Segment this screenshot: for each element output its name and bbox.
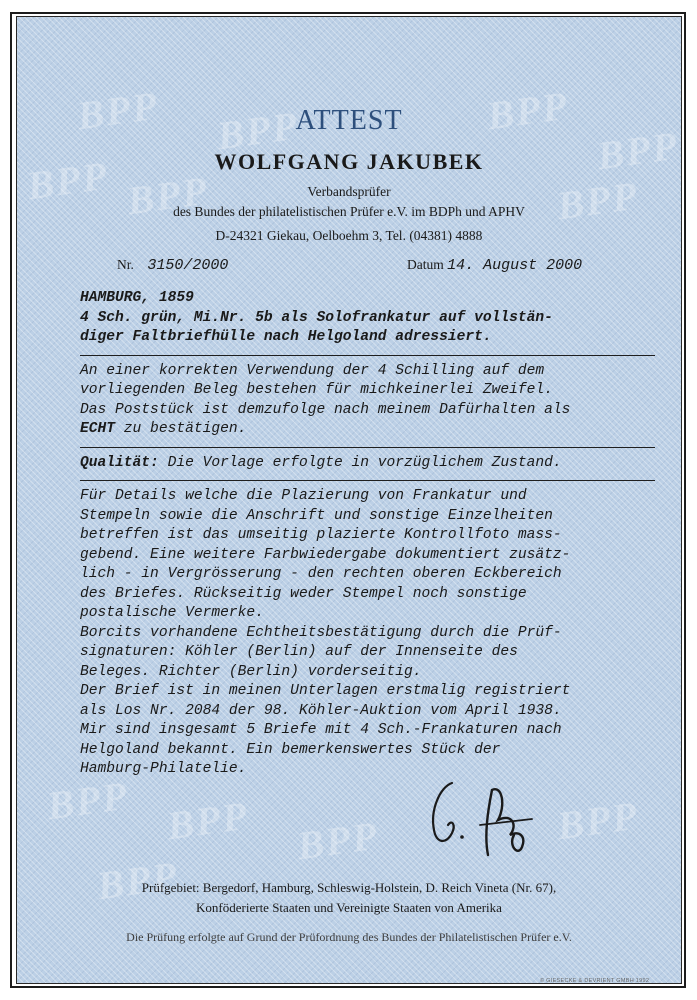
expert-name: WOLFGANG JAKUBEK — [214, 149, 484, 174]
handwritten-signature — [422, 775, 562, 865]
certificate-title: ATTEST — [295, 105, 403, 136]
expert-role: Verbandsprüfer — [307, 184, 391, 199]
watermark-text: BPP — [294, 812, 382, 869]
opinion-line: vorliegenden Beleg bestehen für michkeinerlei Zweifel. — [80, 382, 553, 398]
details-line: Hamburg-Philatelie. — [80, 761, 247, 777]
watermark-text: BPP — [484, 82, 572, 139]
quality-line — [80, 454, 660, 474]
subject-line: 4 Sch. grün, Mi.Nr. 5b als Solofrankatur auf vollstän- — [80, 309, 553, 326]
datum-value: 14. August 2000 — [447, 257, 583, 274]
footer-scope-line: Prüfgebiet: Bergedorf, Hamburg, Schleswig-Holstein, D. Reich Vineta (Nr. 67), — [141, 880, 557, 895]
opinion-tail: zu bestätigen. — [115, 421, 247, 437]
watermark-text: BPP — [124, 167, 212, 224]
nr-value: 3150/2000 — [147, 257, 229, 274]
opinion-line: Das Poststück ist demzufolge nach meinem Dafürhalten als — [80, 401, 571, 418]
watermark-text: BPP — [554, 792, 642, 849]
date-field — [407, 257, 582, 274]
watermark-text: BPP — [214, 102, 302, 159]
divider — [80, 355, 655, 356]
opinion-line: An einer korrekten Verwendung der 4 Schilling auf dem — [80, 362, 545, 379]
echt-mark: ECHT — [80, 421, 116, 437]
details-line: Beleges. Richter (Berlin) vorderseitig. — [80, 663, 422, 680]
opinion-line — [80, 420, 660, 440]
details-line: Für Details welche die Plazierung von Frankatur und — [80, 488, 527, 504]
expert-association: des Bundes der philatelistischen Prüfer e.V. im BDPh und APHV — [173, 204, 525, 219]
printer-imprint: © GIESECKE & DEVRIENT GMBH 1992 — [540, 978, 650, 984]
footer-regulation-line: Die Prüfung erfolgte auf Grund der Prüfordnung des Bundes der Philatelistischen Prüfer e.V. — [126, 930, 572, 944]
watermark-text: BPP — [164, 792, 252, 849]
watermark-text: BPP — [24, 152, 112, 209]
subject-line: diger Faltbriefhülle nach Helgoland adressiert. — [80, 329, 492, 345]
details-line: Der Brief ist in meinen Unterlagen erstmalig registriert — [80, 683, 571, 699]
details-line: als Los Nr. 2084 der 98. Köhler-Auktion vom April 1938. — [80, 702, 562, 719]
certificate-number-row — [117, 257, 617, 274]
nr-label: Nr. — [117, 257, 134, 272]
quality-text: Die Vorlage erfolgte in vorzüglichem Zustand. — [158, 454, 562, 471]
footer-scope-line: Konföderierte Staaten und Vereinigte Staaten von Amerika — [196, 900, 502, 915]
details-line: Stempeln sowie die Anschrift und sonstige Einzelheiten — [80, 507, 553, 524]
certificate-body — [80, 289, 660, 780]
datum-label: Datum — [407, 257, 444, 272]
watermark-text: BPP — [74, 82, 162, 139]
details-line: betreffen ist das umseitig plazierte Kontrollfoto mass- — [80, 527, 562, 543]
watermark-text: BPP — [44, 772, 132, 829]
details-line: Borcits vorhandene Echtheitsbestätigung durch die Prüf- — [80, 624, 562, 641]
details-line: postalische Vermerke. — [80, 605, 264, 621]
watermark-text: BPP — [594, 122, 682, 179]
details-line: Mir sind insgesamt 5 Briefe mit 4 Sch.-Frankaturen nach — [80, 722, 562, 738]
divider — [80, 480, 655, 481]
quality-label: Qualität: — [80, 454, 159, 471]
subject-line: HAMBURG, 1859 — [80, 290, 194, 306]
expert-address: D-24321 Giekau, Oelboehm 3, Tel. (04381) 4888 — [215, 228, 483, 243]
details-line: signaturen: Köhler (Berlin) auf der Innenseite des — [80, 644, 518, 660]
details-line: Helgoland bekannt. Ein bemerkenswertes Stück der — [80, 741, 501, 758]
watermark-text: BPP — [554, 172, 642, 229]
divider — [80, 447, 655, 448]
certificate-sheet — [16, 16, 682, 984]
details-line: gebend. Eine weitere Farbwiedergabe dokumentiert zusätz- — [80, 546, 571, 563]
details-line: lich - in Vergrösserung - den rechten oberen Eckbereich — [80, 566, 562, 582]
watermark-text: BPP — [94, 852, 182, 909]
details-line: des Briefes. Rückseitig weder Stempel noch sonstige — [80, 585, 527, 602]
